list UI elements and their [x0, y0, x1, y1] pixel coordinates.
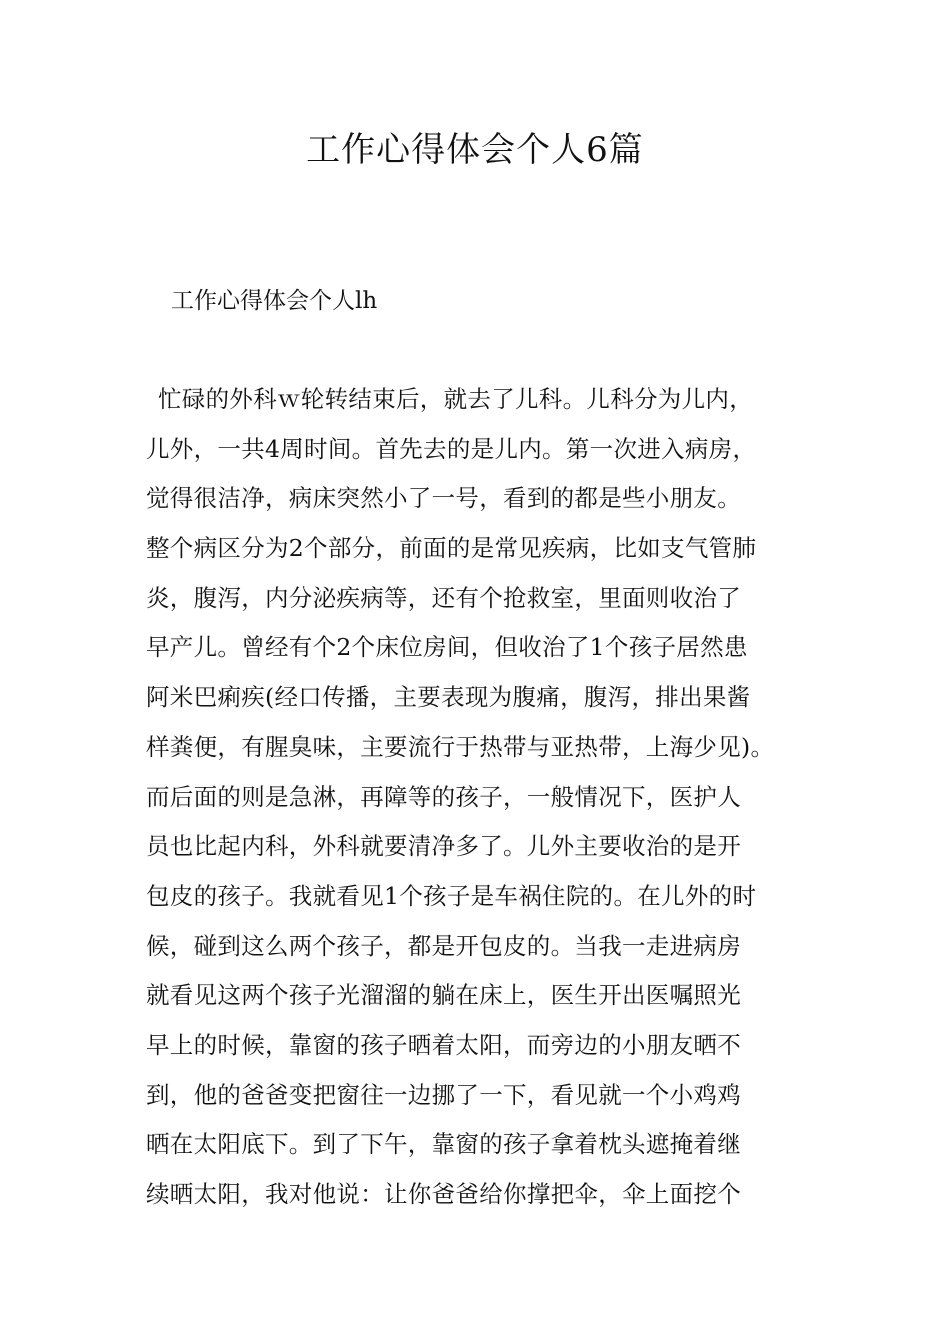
- body-text-line: 样粪便，有腥臭味，主要流行于热带与亚热带，上海少见)。: [146, 732, 775, 761]
- body-text-line: 儿外，一共4周时间。首先去的是儿内。第一次进入病房，: [146, 434, 757, 463]
- body-text-line: 而后面的则是急淋，再障等的孩子，一般情况下，医护人: [146, 782, 741, 811]
- body-text-line: 员也比起内科，外科就要清净多了。儿外主要收治的是开: [146, 832, 741, 861]
- body-text-line: 阿米巴痢疾(经口传播，主要表现为腹痛，腹泻，排出果酱: [146, 683, 751, 712]
- body-text-line: 炎，腹泻，内分泌疾病等，还有个抢救室，里面则收治了: [146, 583, 741, 612]
- section-subheading: 工作心得体会个人lh: [171, 288, 378, 314]
- body-text-line: 就看见这两个孩子光溜溜的躺在床上，医生开出医嘱照光: [146, 981, 741, 1010]
- body-text-line: 早上的时候，靠窗的孩子晒着太阳，而旁边的小朋友晒不: [146, 1030, 741, 1059]
- body-text-line: 晒在太阳底下。到了下午，靠窗的孩子拿着枕头遮掩着继: [146, 1130, 741, 1159]
- body-text: [146, 377, 846, 1222]
- body-text-line: 整个病区分为2个部分，前面的是常见疾病，比如支气管肺: [146, 534, 757, 563]
- body-text-line: 包皮的孩子。我就看见1个孩子是车祸住院的。在儿外的时: [146, 881, 757, 910]
- body-text-line: 觉得很洁净，病床突然小了一号，看到的都是些小朋友。: [146, 484, 741, 513]
- body-text-line: 续晒太阳，我对他说：让你爸爸给你撑把伞，伞上面挖个: [146, 1180, 741, 1208]
- body-text-line: 早产儿。曾经有个2个床位房间，但收治了1个孩子居然患: [146, 633, 748, 662]
- document-title: 工作心得体会个人6篇: [306, 130, 644, 170]
- body-text-line: 忙碌的外科ｗ轮转结束后，就去了儿科。儿科分为儿内，: [158, 385, 753, 413]
- body-text-line: 到，他的爸爸变把窗往一边挪了一下，看见就一个小鸡鸡: [146, 1080, 741, 1109]
- body-text-line: 候，碰到这么两个孩子，都是开包皮的。当我一走进病房: [146, 931, 741, 960]
